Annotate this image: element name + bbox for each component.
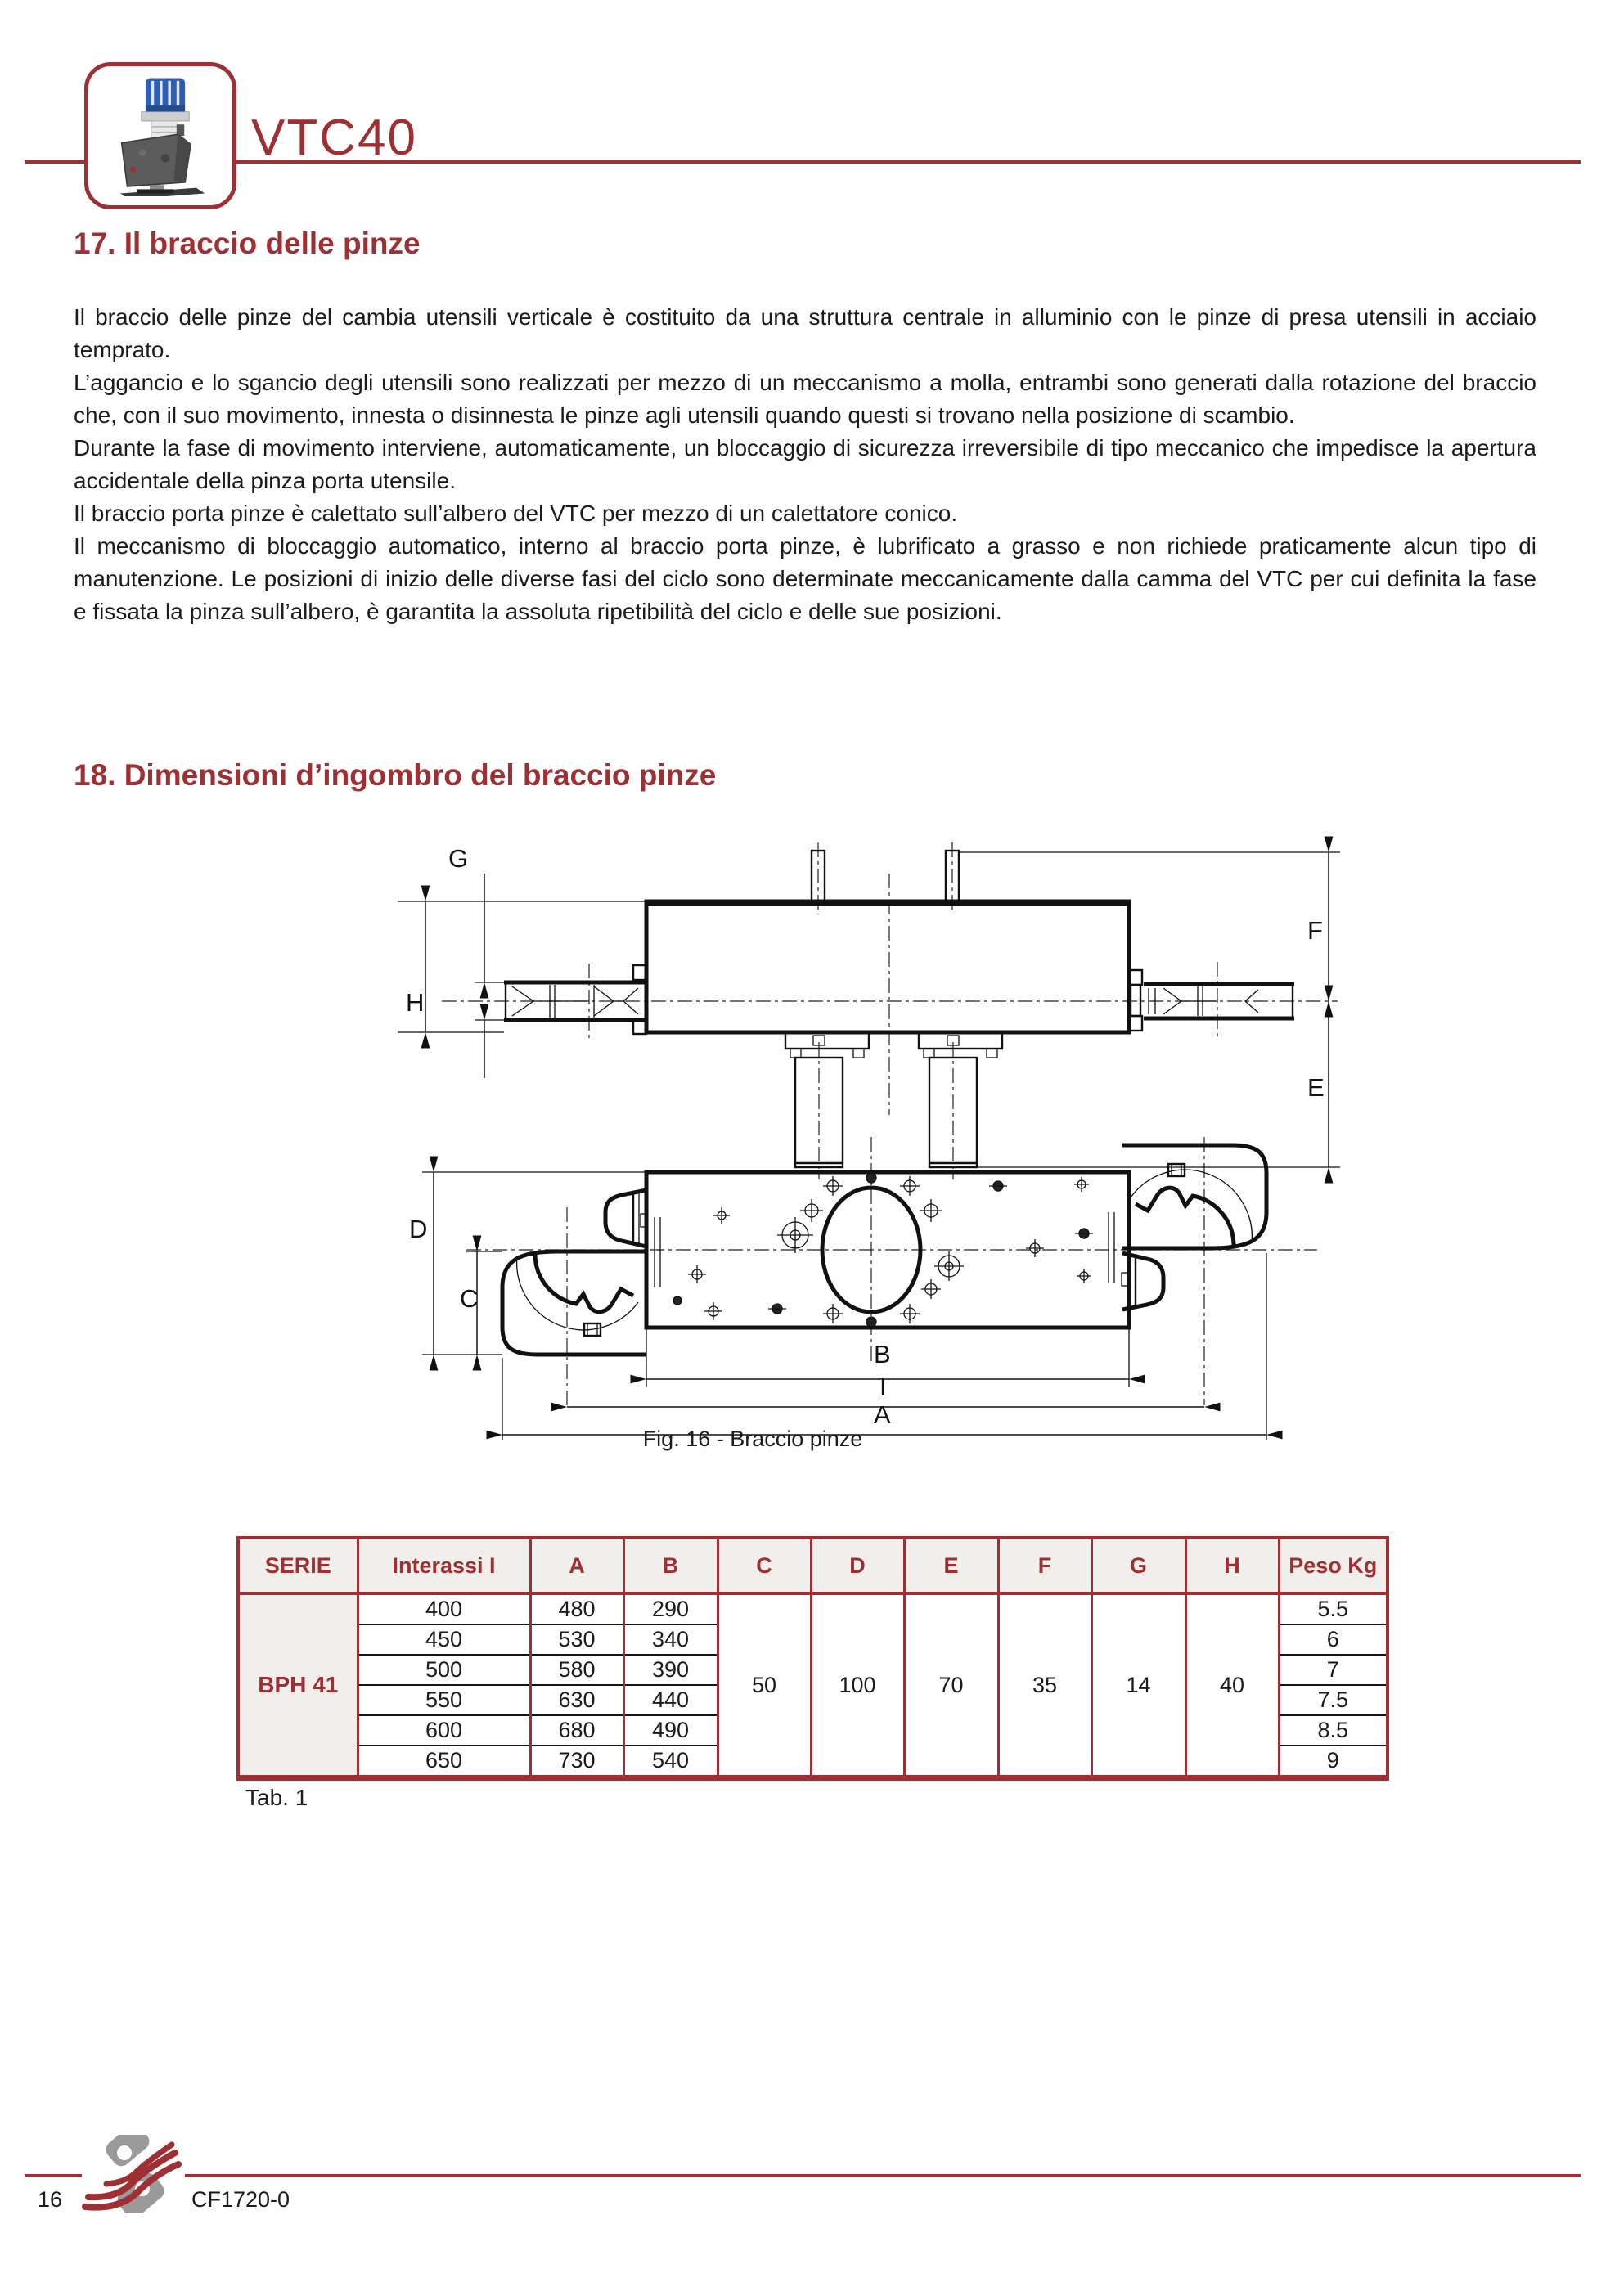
- cell-interassi: 600: [358, 1715, 530, 1746]
- col-header-g: G: [1091, 1538, 1185, 1593]
- cell-e-shared: 70: [904, 1593, 998, 1778]
- side-view: [398, 842, 1340, 1179]
- col-header-d: D: [811, 1538, 904, 1593]
- col-header-b: B: [623, 1538, 718, 1593]
- col-header-f: F: [998, 1538, 1091, 1593]
- table-caption: Tab. 1: [245, 1785, 308, 1810]
- col-header-interassi: Interassi I: [358, 1538, 530, 1593]
- company-logo: [82, 2135, 185, 2213]
- cell-peso: 5.5: [1279, 1593, 1388, 1624]
- paragraph: Il braccio delle pinze del cambia utensili verticale è costituito da una struttura centrale in alluminio con le pinze di presa utensili in acciaio temprato.: [74, 304, 1536, 362]
- dim-label-C: C: [460, 1284, 479, 1313]
- dim-label-H: H: [406, 988, 425, 1017]
- paragraph: L’aggancio e lo sgancio degli utensili sono realizzati per mezzo di un meccanismo a molla, entrambi sono generati dalla rotazione del braccio che, con il suo movimento, innesta o disinnesta le pinze agli utensili quando questi si trovano nella posizione di scambio.: [74, 370, 1536, 428]
- cell-a: 530: [530, 1624, 623, 1655]
- cell-peso: 9: [1279, 1746, 1388, 1778]
- cell-peso: 7: [1279, 1655, 1388, 1685]
- paragraph: Il braccio porta pinze è calettato sull’albero del VTC per mezzo di un calettatore conico.: [74, 501, 958, 526]
- dim-label-B: B: [874, 1340, 891, 1368]
- cell-b: 540: [623, 1746, 718, 1778]
- cell-a: 730: [530, 1746, 623, 1778]
- cell-peso: 7.5: [1279, 1685, 1388, 1715]
- cell-b: 440: [623, 1685, 718, 1715]
- left-clamp-wedge: [605, 1190, 647, 1247]
- cell-a: 630: [530, 1685, 623, 1715]
- col-header-a: A: [530, 1538, 623, 1593]
- plan-view: [409, 1137, 1317, 1440]
- page-title: VTC40: [251, 110, 417, 166]
- cell-interassi: 500: [358, 1655, 530, 1685]
- section-18-title: 18. Dimensioni d’ingombro del braccio pinze: [74, 758, 717, 792]
- section-17-title: 17. Il braccio delle pinze: [74, 227, 421, 260]
- page-number: 16: [38, 2187, 63, 2212]
- footer-rule: [25, 2174, 1581, 2177]
- serie-value: BPH 41: [238, 1593, 358, 1778]
- cell-interassi: 400: [358, 1593, 530, 1624]
- figure-caption: Fig. 16 - Braccio pinze: [642, 1427, 863, 1451]
- dim-label-E: E: [1307, 1073, 1325, 1102]
- col-header-h: H: [1185, 1538, 1279, 1593]
- figure-braccio-pinze: [344, 833, 1374, 1445]
- technical-drawing: [344, 833, 1374, 1445]
- col-header-serie: SERIE: [238, 1538, 358, 1593]
- col-header-e: E: [904, 1538, 998, 1593]
- paragraph: Il meccanismo di bloccaggio automatico, interno al braccio porta pinze, è lubrificato a grasso e non richiede praticamente alcun tipo di manutenzione. Le posizioni di inizio delle diverse fasi del ciclo sono determinate meccanicamente dalla camma del VTC per cui definita la fase e fissata la pinza sull’albero, è garantita la assoluta ripetibilità del ciclo e delle sue posizioni.: [74, 533, 1536, 624]
- table-header-row: [238, 1538, 1388, 1593]
- cell-g-shared: 14: [1091, 1593, 1185, 1778]
- cell-h-shared: 40: [1185, 1593, 1279, 1778]
- dim-label-D: D: [409, 1215, 428, 1243]
- cell-a: 480: [530, 1593, 623, 1624]
- cell-c-shared: 50: [718, 1593, 811, 1778]
- cell-b: 290: [623, 1593, 718, 1624]
- dim-label-G: G: [448, 844, 469, 873]
- cell-peso: 6: [1279, 1624, 1388, 1655]
- document-code: CF1720-0: [191, 2187, 290, 2212]
- cell-a: 680: [530, 1715, 623, 1746]
- header-logo-box: [84, 62, 236, 209]
- cell-f-shared: 35: [998, 1593, 1091, 1778]
- dimensions-table: [236, 1536, 1389, 1781]
- dim-label-F: F: [1307, 916, 1323, 945]
- cell-a: 580: [530, 1655, 623, 1685]
- cell-interassi: 550: [358, 1685, 530, 1715]
- cell-b: 340: [623, 1624, 718, 1655]
- cell-b: 390: [623, 1655, 718, 1685]
- section-17-body: [74, 301, 1536, 628]
- company-logo-icon: [82, 2135, 185, 2213]
- dim-label-A: A: [874, 1400, 891, 1429]
- col-header-c: C: [718, 1538, 811, 1593]
- cell-peso: 8.5: [1279, 1715, 1388, 1746]
- dim-label-I: I: [879, 1373, 887, 1401]
- cell-interassi: 450: [358, 1624, 530, 1655]
- tool-changer-photo-icon: [99, 75, 222, 196]
- cell-b: 490: [623, 1715, 718, 1746]
- left-jaw: [502, 1251, 646, 1355]
- cell-d-shared: 100: [811, 1593, 904, 1778]
- cell-interassi: 650: [358, 1746, 530, 1778]
- table-row: [238, 1593, 1388, 1624]
- col-header-peso: Peso Kg: [1279, 1538, 1388, 1593]
- paragraph: Durante la fase di movimento interviene, automaticamente, un bloccaggio di sicurezza irreversibile di tipo meccanico che impedisce la apertura accidentale della pinza porta utensile.: [74, 435, 1536, 493]
- right-jaw: [1122, 1145, 1266, 1248]
